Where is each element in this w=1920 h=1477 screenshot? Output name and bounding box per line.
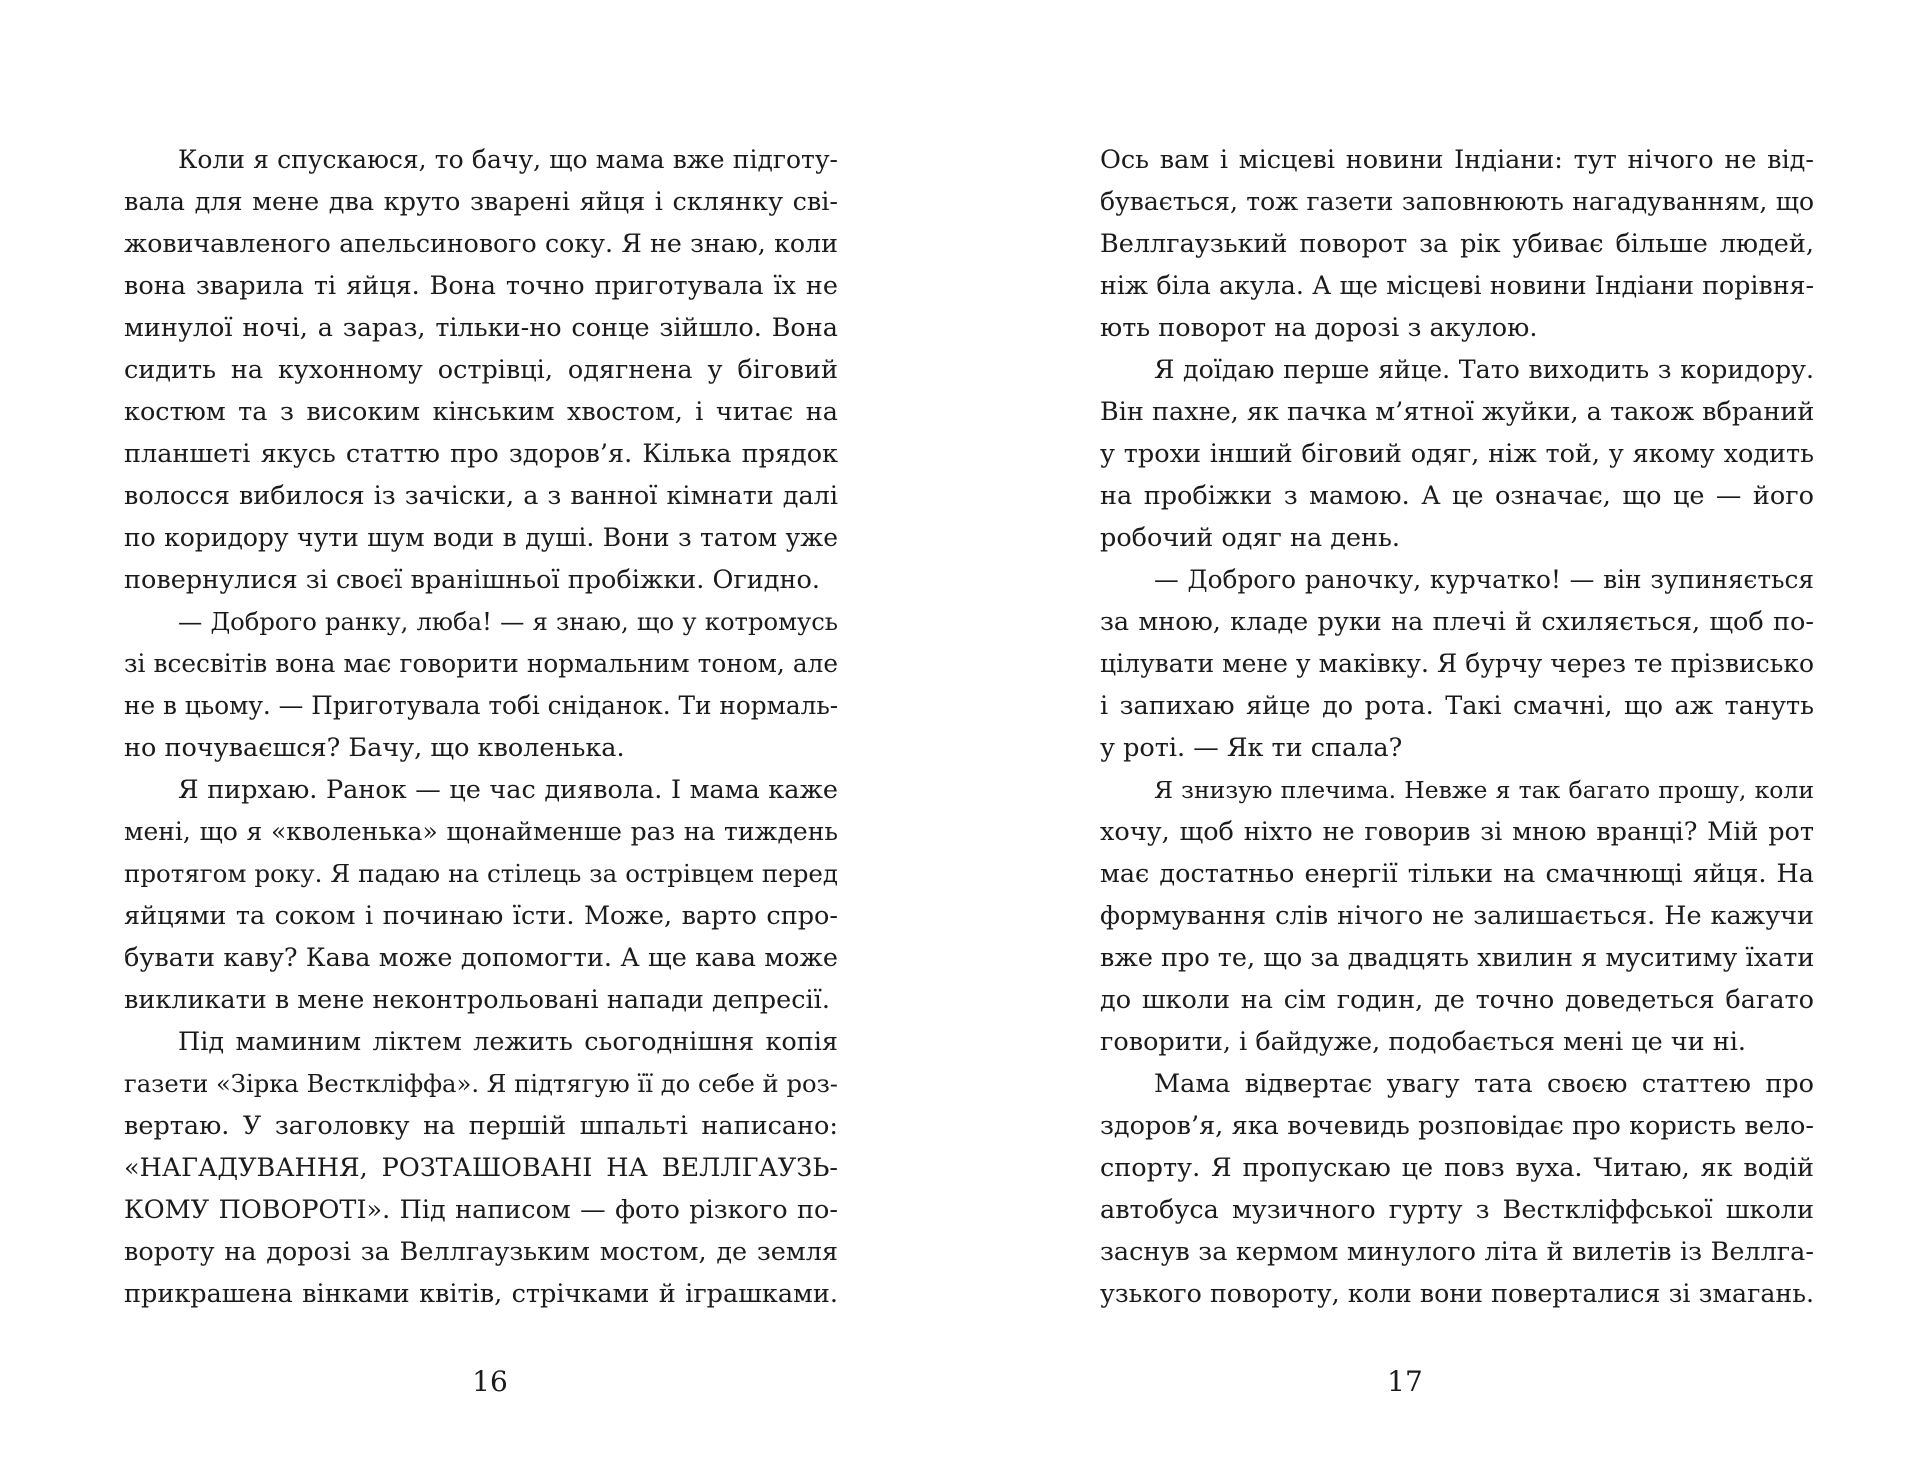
text-line: сидить на кухонному острівці, одягнена у біговий bbox=[124, 355, 838, 385]
text-line: вже про те, що за двадцять хвилин я муситиму їхати bbox=[1100, 943, 1815, 973]
right-page bbox=[960, 0, 1920, 1477]
text-line: яйцями та соком і починаю їсти. Може, варто спро- bbox=[124, 901, 838, 931]
text-line: робочий одяг на день. bbox=[1100, 523, 1401, 553]
text-line: цілувати мене у маківку. Я бурчу через те прізвисько bbox=[1100, 649, 1814, 678]
text-line: но почуваєшся? Бачу, що кволенька. bbox=[124, 733, 625, 763]
text-line: у трохи інший біговий одяг, ніж той, у якому ходить bbox=[1100, 439, 1814, 469]
text-line: спорту. Я пропускаю це повз вуха. Читаю, як водій bbox=[1100, 1153, 1814, 1183]
text-line: здоров’я, яка вочевидь розповідає про користь вело- bbox=[1100, 1111, 1814, 1141]
text-line: ють поворот на дорозі з акулою. bbox=[1100, 313, 1538, 343]
text-line: мені, що я «кволенька» щонайменше раз на тиждень bbox=[124, 817, 838, 846]
text-line: минулої ночі, а зараз, тільки-но сонце зійшло. Вона bbox=[124, 313, 838, 343]
text-line: бувати каву? Кава може допомогти. А ще кава може bbox=[124, 943, 838, 973]
text-line: костюм та з високим кінським хвостом, і читає на bbox=[124, 397, 838, 427]
text-line: вертаю. У заголовку на першій шпальті написано: bbox=[124, 1111, 838, 1141]
text-line: жовичавленого апельсинового соку. Я не знаю, коли bbox=[124, 229, 838, 258]
text-line: говорити, і байдуже, подобається мені це чи ні. bbox=[1100, 1027, 1747, 1057]
text-line: протягом року. Я падаю на стілець за острівцем перед bbox=[124, 859, 838, 888]
right-page-text bbox=[1100, 139, 1814, 1315]
text-line: вала для мене два круто зварені яйця і склянку сві- bbox=[124, 187, 838, 217]
text-line: волосся вибилося із зачіски, а з ванної кімнати далі bbox=[124, 481, 838, 511]
text-line: Веллгаузький поворот за рік убиває більше людей, bbox=[1100, 229, 1814, 259]
text-line: не в цьому. — Приготувала тобі сніданок. Ти нормаль- bbox=[124, 691, 839, 720]
left-page-text bbox=[124, 139, 838, 1315]
text-line: прикрашена вінками квітів, стрічками й іграшками. bbox=[124, 1279, 838, 1309]
right-page-number: 17 bbox=[1387, 1365, 1423, 1398]
text-line: викликати в мене неконтрольовані напади депресії. bbox=[124, 985, 830, 1015]
text-line: Під маминим ліктем лежить сьогоднішня копія bbox=[178, 1027, 838, 1057]
text-line: Мама відвертає увагу тата своєю статтею про bbox=[1154, 1069, 1814, 1099]
text-line: газети «Зірка Весткліффа». Я підтягую її до себе й роз- bbox=[124, 1069, 838, 1098]
text-line: бувається, тож газети заповнюють нагадуванням, що bbox=[1100, 187, 1814, 216]
left-page-number: 16 bbox=[472, 1365, 508, 1398]
text-line: узького повороту, коли вони поверталися зі змагань. bbox=[1100, 1279, 1814, 1308]
text-line: Ось вам і місцеві новини Індіани: тут нічого не від- bbox=[1100, 145, 1814, 175]
text-line: повернулися зі своєї вранішньої пробіжки. Огидно. bbox=[124, 565, 820, 595]
text-line: зі всесвітів вона має говорити нормальним тоном, але bbox=[124, 649, 838, 678]
text-line: має достатньо енергії тільки на смачнющі яйця. На bbox=[1100, 859, 1814, 889]
text-line: вороту на дорозі за Веллгаузьким мостом, де земля bbox=[124, 1237, 838, 1267]
text-line: по коридору чути шум води в душі. Вони з татом уже bbox=[124, 523, 838, 552]
text-line: Я пирхаю. Ранок — це час диявола. І мама каже bbox=[178, 775, 838, 805]
text-line: у роті. — Як ти спала? bbox=[1100, 733, 1403, 763]
text-line: «НАГАДУВАННЯ, РОЗТАШОВАНІ НА ВЕЛЛГАУЗЬ- bbox=[124, 1153, 838, 1183]
text-line: автобуса музичного гурту з Весткліффської школи bbox=[1100, 1195, 1814, 1225]
text-line: формування слів нічого не залишається. Не кажучи bbox=[1100, 901, 1814, 931]
text-line: вона зварила ті яйця. Вона точно приготувала їх не bbox=[124, 271, 838, 301]
text-line: до школи на сім годин, де точно доведеться багато bbox=[1100, 985, 1814, 1015]
text-line: Я знизую плечима. Невже я так багато прошу, коли bbox=[1154, 776, 1814, 804]
text-line: ніж біла акула. А ще місцеві новини Індіани порівня- bbox=[1100, 271, 1814, 300]
text-line: планшеті якусь статтю про здоров’я. Кілька прядок bbox=[124, 439, 838, 469]
text-line: заснув за кермом минулого літа й вилетів із Веллга- bbox=[1100, 1237, 1814, 1267]
text-line: — Доброго ранку, люба! — я знаю, що у котромусь bbox=[178, 607, 838, 636]
text-line: на пробіжки з мамою. А це означає, що це — його bbox=[1100, 481, 1814, 511]
text-line: Я доїдаю перше яйце. Тато виходить з коридору. bbox=[1154, 355, 1814, 384]
text-line: КОМУ ПОВОРОТІ». Під написом — фото різкого по- bbox=[124, 1195, 838, 1225]
text-line: і запихаю яйце до рота. Такі смачні, що аж тануть bbox=[1100, 691, 1814, 721]
text-line: — Доброго раночку, курчатко! — він зупиняється bbox=[1154, 565, 1814, 594]
text-line: Коли я спускаюся, то бачу, що мама вже підготу- bbox=[178, 145, 838, 174]
text-line: хочу, щоб ніхто не говорив зі мною вранці? Мій рот bbox=[1100, 817, 1814, 847]
text-line: Він пахне, як пачка м’ятної жуйки, а також вбраний bbox=[1100, 397, 1815, 427]
text-line: за мною, кладе руки на плечі й схиляється, щоб по- bbox=[1100, 607, 1814, 637]
